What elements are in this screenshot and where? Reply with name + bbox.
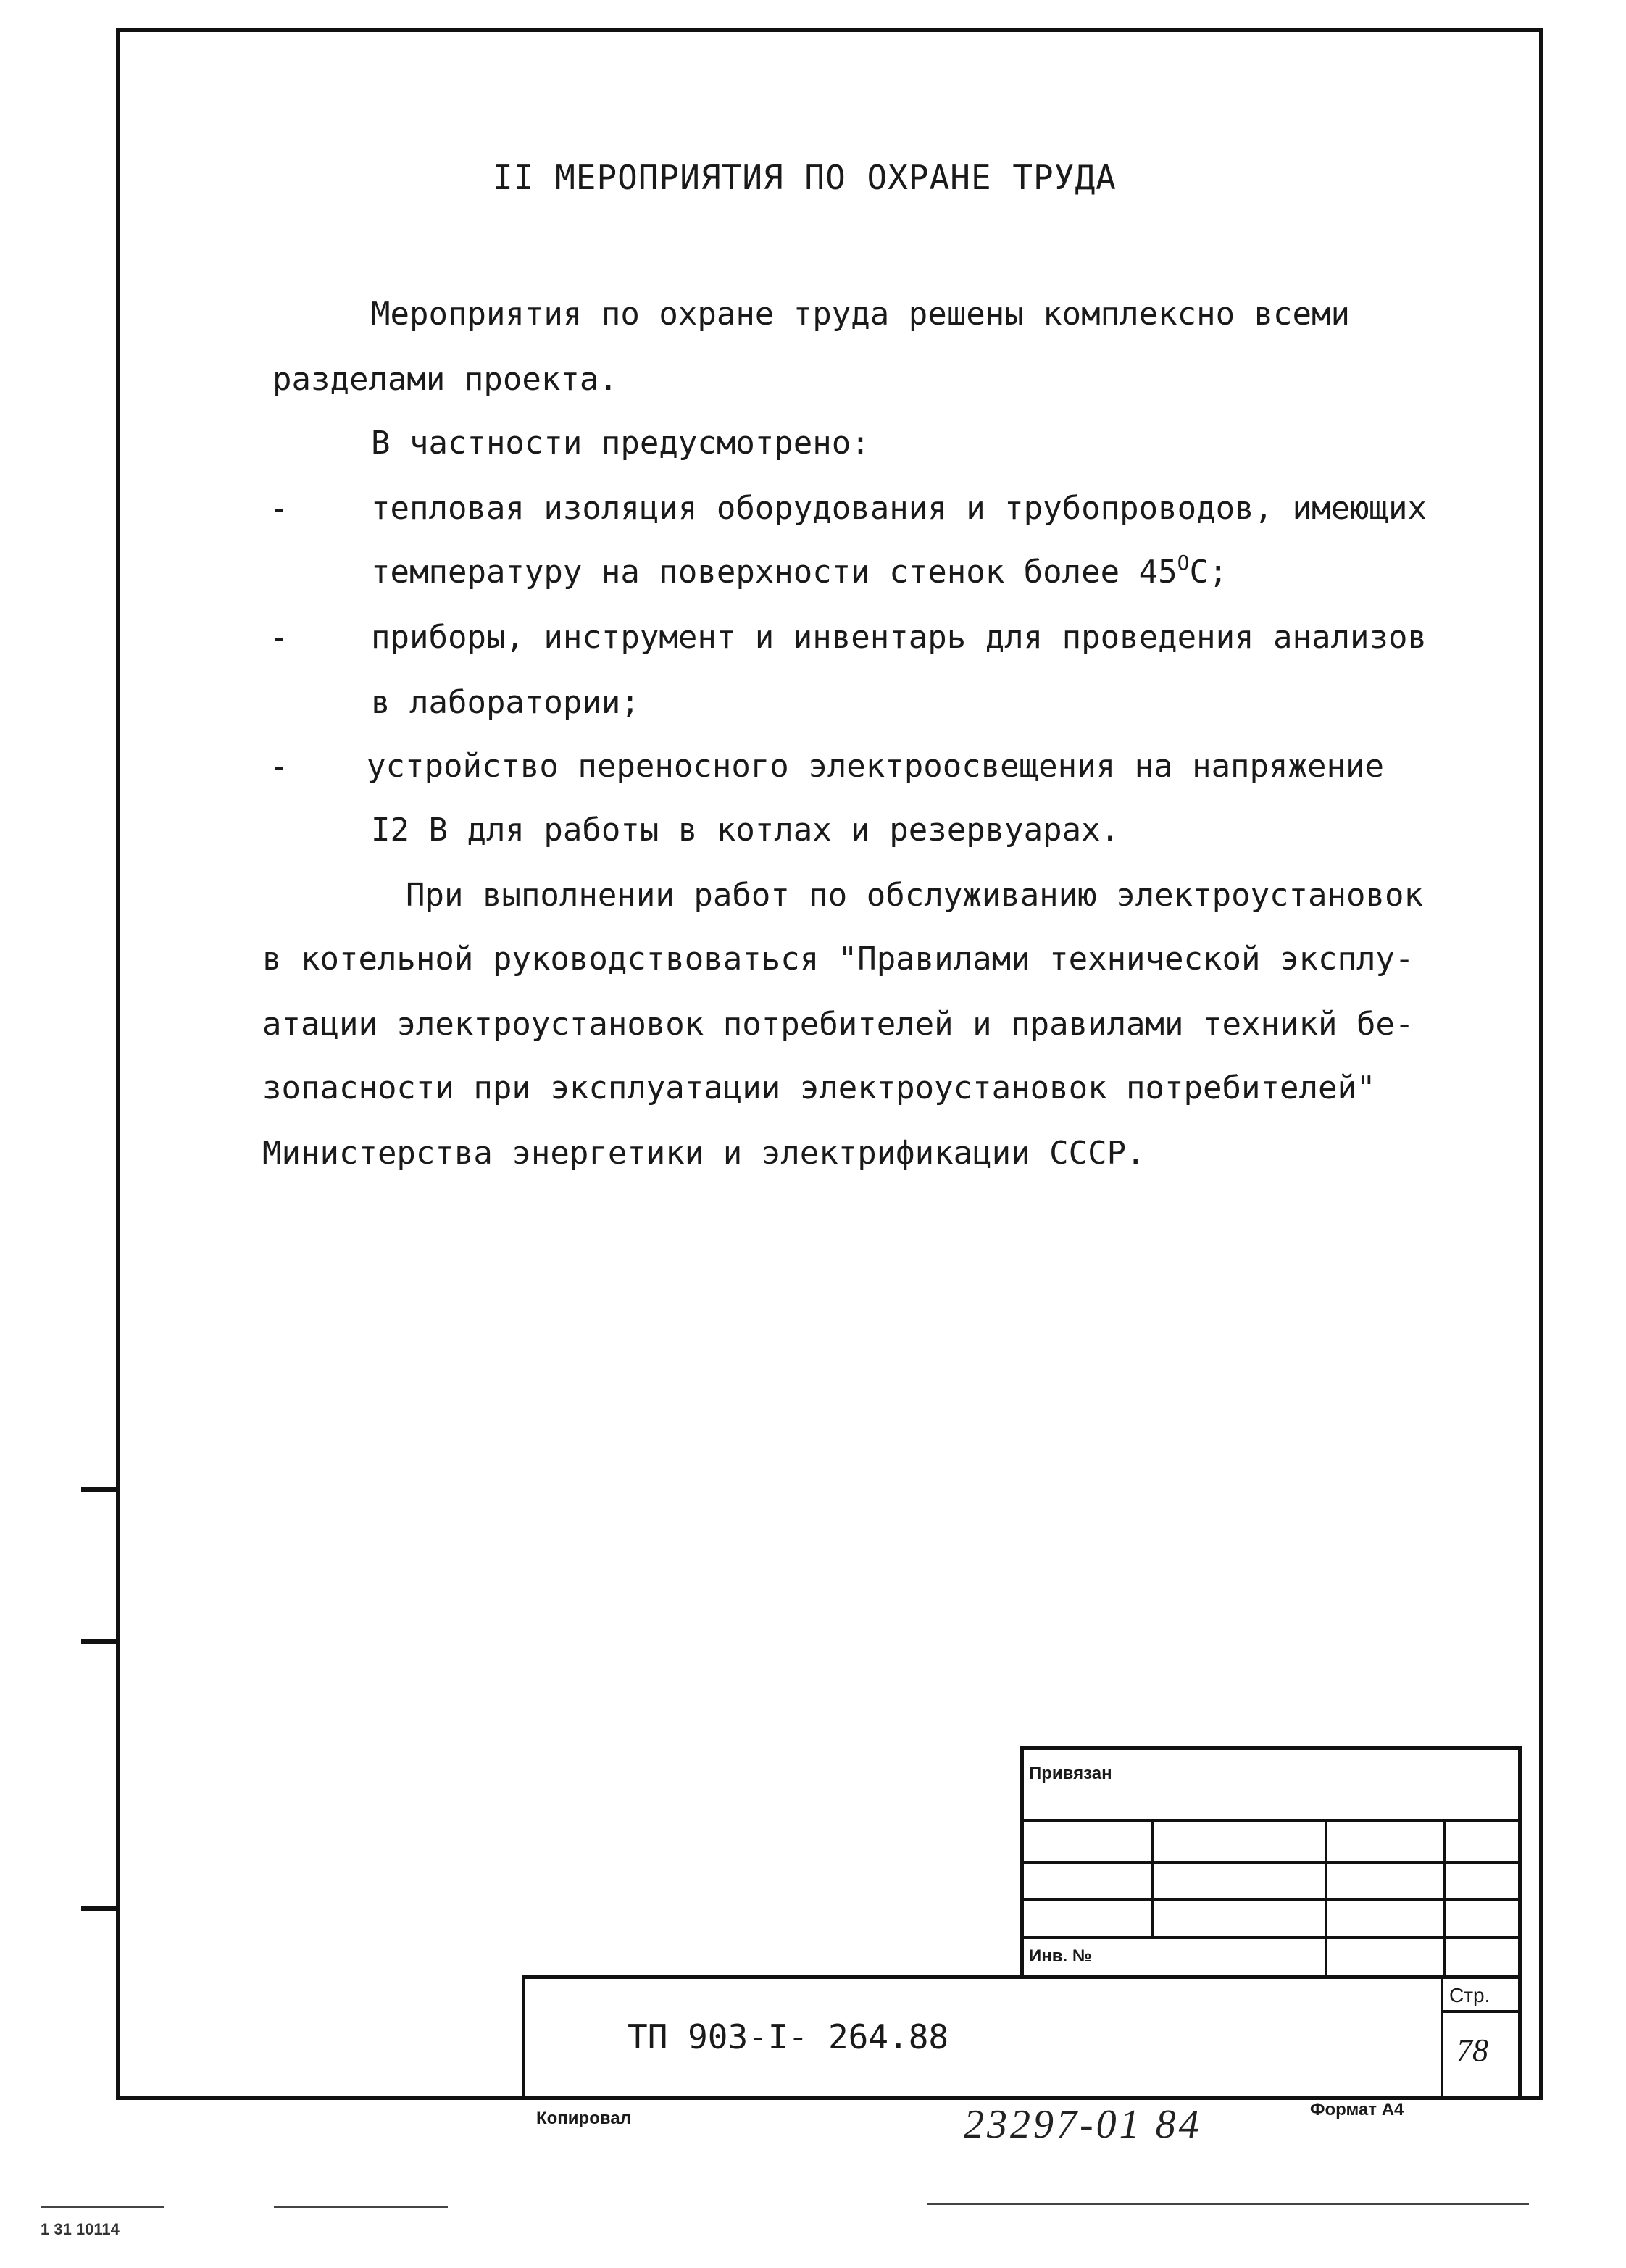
page-number: 78 bbox=[1456, 2033, 1488, 2068]
block-rule bbox=[1020, 1819, 1522, 1822]
binding-tick bbox=[81, 1639, 120, 1644]
page-cell-rule bbox=[1441, 2010, 1522, 2013]
bullet-dash: - bbox=[270, 619, 289, 656]
binding-tick bbox=[81, 1906, 120, 1911]
bullet-1-text: температуру на поверхности стенок более 45 bbox=[371, 554, 1177, 591]
bullet-3-line-1: устройство переносного электроосвещения на напряжение bbox=[367, 748, 1384, 785]
scan-artifact-line bbox=[927, 2203, 1529, 2205]
para-2-line-5: Министерства энергетики и электрификации СССР. bbox=[262, 1135, 1146, 1172]
block-rule bbox=[1020, 1861, 1522, 1864]
bullet-2-line-2: в лаборатории; bbox=[371, 684, 640, 721]
degree-sign: O bbox=[1177, 551, 1190, 575]
para-2-line-4: зопасности при эксплуатации электроустановок потребителей" bbox=[262, 1070, 1376, 1106]
block-rule bbox=[1020, 1936, 1522, 1939]
block-divider bbox=[1151, 1819, 1154, 1938]
intro-line-2: разделами проекта. bbox=[272, 361, 618, 398]
specifically-line: В частности предусмотрено: bbox=[371, 425, 870, 462]
bullet-1-line-1: тепловая изоляция оборудования и трубопроводов, имеющих bbox=[371, 490, 1427, 527]
bound-label: Привязан bbox=[1029, 1764, 1112, 1783]
block-rule bbox=[1020, 1898, 1522, 1901]
bullet-3-line-2: I2 В для работы в котлах и резервуарах. bbox=[371, 812, 1120, 849]
page-cell-divider bbox=[1441, 1975, 1443, 2100]
bullet-dash: - bbox=[270, 748, 289, 785]
scan-artifact-line bbox=[274, 2206, 448, 2208]
para-2-line-3: атации электроустановок потребителей и правилами техникй бе- bbox=[262, 1006, 1414, 1043]
inventory-number-label: Инв. № bbox=[1029, 1946, 1092, 1966]
corner-code: 1 31 10114 bbox=[41, 2220, 120, 2238]
bullet-2-line-1: приборы, инструмент и инвентарь для проведения анализов bbox=[371, 619, 1427, 656]
block-divider bbox=[1325, 1819, 1327, 1978]
scan-artifact-line bbox=[41, 2206, 164, 2208]
handwritten-number: 23297-01 84 bbox=[964, 2102, 1202, 2147]
format-label: Формат А4 bbox=[1310, 2100, 1404, 2119]
para-2-line-2: в котельной руководствоваться "Правилами технической эксплу- bbox=[262, 941, 1414, 977]
document-designation: ТП 903-I- 264.88 bbox=[628, 2017, 949, 2056]
bullet-dash: - bbox=[270, 490, 289, 527]
page-label: Стр. bbox=[1449, 1984, 1490, 2006]
section-title: II МЕРОПРИЯТИЯ ПО ОХРАНЕ ТРУДА bbox=[493, 158, 1117, 197]
bullet-1-line-2 bbox=[371, 551, 1228, 591]
para-2-line-1: При выполнении работ по обслуживанию электроустановок bbox=[406, 877, 1423, 914]
bullet-1-unit: С; bbox=[1189, 554, 1228, 591]
block-divider bbox=[1443, 1819, 1446, 1978]
intro-line-1: Мероприятия по охране труда решены комплексно всеми bbox=[371, 296, 1351, 333]
binding-tick bbox=[81, 1487, 120, 1492]
copied-label: Копировал bbox=[536, 2109, 631, 2128]
